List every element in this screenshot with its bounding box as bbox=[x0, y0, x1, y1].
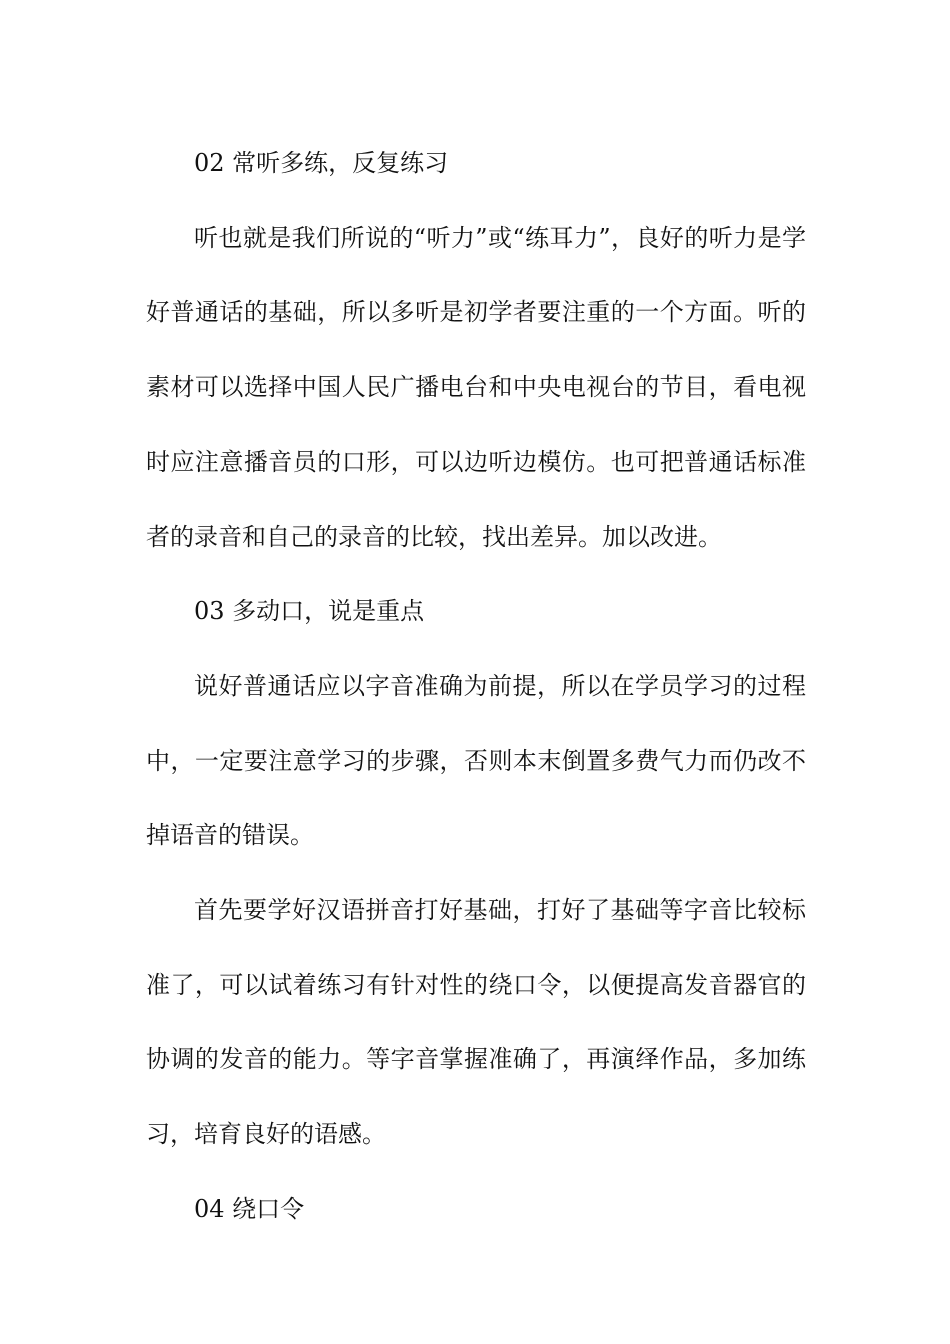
section-heading: 04 绕口令 bbox=[194, 1194, 305, 1223]
section-heading: 03 多动口，说是重点 bbox=[194, 597, 425, 626]
body-paragraph: 首先要学好汉语拼音打好基础，打好了基础等字音比较标准了，可以试着练习有针对性的绕口令，以便提高发音器官的协调的发音的能力。等字音掌握准确了，再演绎作品，多加练习，培育良好的语感。 bbox=[146, 896, 806, 1149]
document-body bbox=[146, 126, 806, 1247]
section-heading: 02 常听多练，反复练习 bbox=[194, 149, 449, 177]
body-paragraph: 听也就是我们所说的“听力”或“练耳力”，良好的听力是学好普通话的基础，所以多听是初学者要注重的一个方面。听的素材可以选择中国人民广播电台和中央电视台的节目，看电视时应注意播音员的口形，可以边听边模仿。也可把普通话标准者的录音和自己的录音的比较，找出差异。加以改进。 bbox=[146, 223, 806, 551]
body-paragraph: 说好普通话应以字音准确为前提，所以在学员学习的过程中，一定要注意学习的步骤，否则本末倒置多费气力而仍改不掉语音的错误。 bbox=[146, 671, 806, 850]
